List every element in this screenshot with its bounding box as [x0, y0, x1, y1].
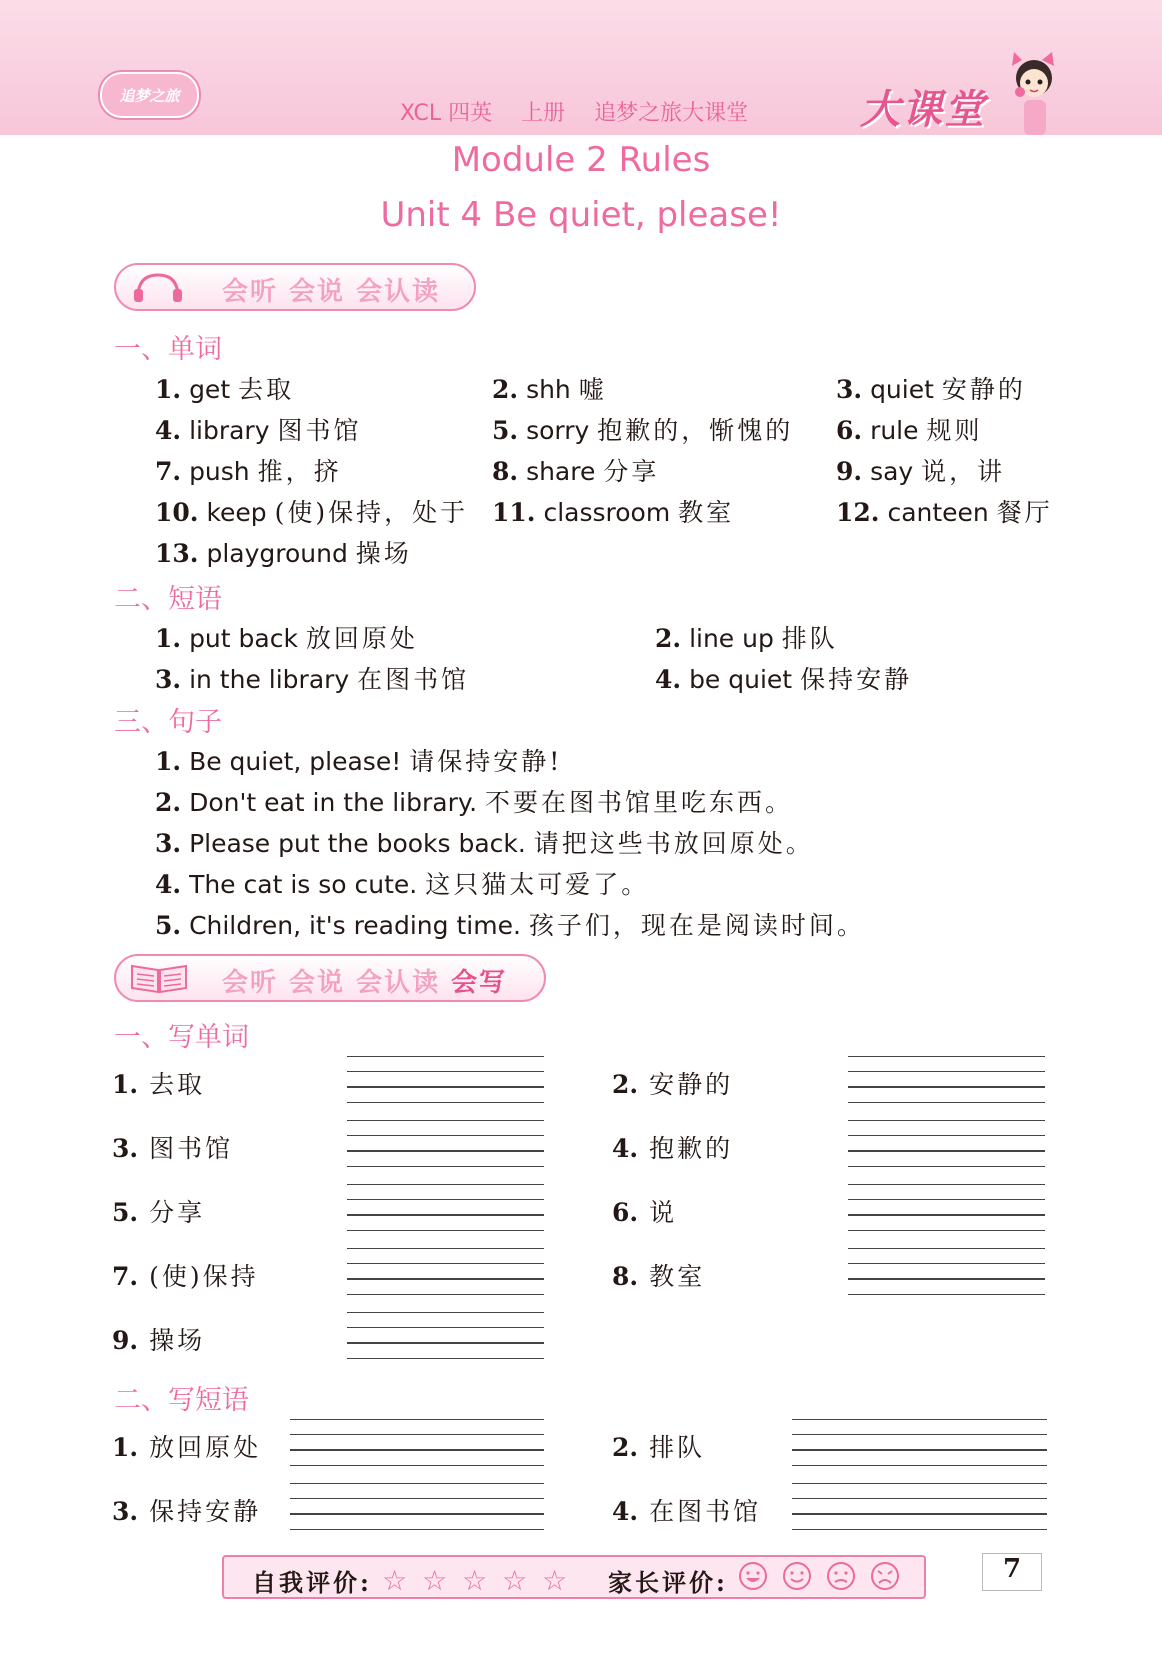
english-phrase: be quiet: [689, 665, 793, 694]
writing-lines[interactable]: [792, 1483, 1047, 1544]
writing-line: [290, 1434, 544, 1435]
item-number: 1.: [155, 747, 182, 776]
section-banner-write: [114, 954, 546, 1002]
writing-line: [848, 1056, 1045, 1057]
writing-lines[interactable]: [290, 1419, 544, 1480]
open-book-icon: [128, 960, 190, 994]
vocab-item: [492, 452, 659, 488]
phrase-item: [155, 619, 418, 655]
english-word: keep: [206, 498, 267, 527]
english-sentence: Don't eat in the library.: [189, 788, 478, 817]
item-number: 5.: [492, 416, 519, 445]
item-number: 3.: [112, 1497, 139, 1526]
vocab-item: [155, 452, 342, 488]
chinese-prompt: 分享: [149, 1198, 206, 1227]
writing-line: [347, 1263, 544, 1264]
english-word: push: [189, 457, 250, 486]
module-title: Module 2 Rules: [451, 140, 711, 180]
english-word: classroom: [543, 498, 671, 527]
banner-text-bold: 会写: [451, 968, 508, 998]
item-number: 1.: [155, 375, 182, 404]
vocab-item: [836, 493, 1053, 529]
chinese-meaning: 在图书馆: [357, 665, 470, 694]
writing-line: [347, 1150, 544, 1152]
unit-title: Unit 4 Be quiet, please!: [380, 195, 782, 235]
parent-eval-label: 家长评价:: [608, 1568, 728, 1597]
item-number: 2.: [612, 1433, 639, 1462]
chinese-meaning: 这只猫太可爱了。: [425, 870, 650, 899]
item-number: 11.: [492, 498, 536, 527]
write-word-prompt: [112, 1321, 205, 1357]
chinese-meaning: 说，讲: [921, 457, 1006, 486]
write-word-prompt: [612, 1193, 677, 1229]
sentence-item: [155, 906, 865, 942]
write-word-prompt: [112, 1193, 205, 1229]
writing-line: [347, 1342, 544, 1344]
write-word-prompt: [112, 1257, 259, 1293]
self-eval-label: 自我评价:: [252, 1568, 372, 1597]
logo-text: 追梦之旅: [119, 86, 180, 105]
item-number: 9.: [112, 1326, 139, 1355]
writing-lines[interactable]: [848, 1184, 1045, 1245]
item-number: 3.: [112, 1134, 139, 1163]
writing-line: [848, 1199, 1045, 1200]
writing-line: [347, 1120, 544, 1121]
star-icon[interactable]: ☆: [462, 1564, 488, 1597]
english-word: canteen: [887, 498, 989, 527]
item-number: 12.: [836, 498, 880, 527]
english-phrase: put back: [189, 624, 298, 653]
chinese-meaning: 排队: [781, 624, 838, 653]
writing-line: [290, 1449, 544, 1451]
section-title-sentences: 三、句子: [114, 707, 222, 738]
smile-face-icon[interactable]: [782, 1561, 812, 1591]
english-word: quiet: [870, 375, 934, 404]
writing-line: [792, 1483, 1047, 1484]
item-number: 10.: [155, 498, 199, 527]
writing-lines[interactable]: [290, 1483, 544, 1544]
banner-text: [222, 962, 507, 999]
writing-line: [792, 1529, 1047, 1530]
vocab-item: [492, 493, 734, 529]
vocab-item: [836, 411, 982, 447]
english-phrase: in the library: [189, 665, 350, 694]
writing-line: [848, 1230, 1045, 1231]
neutral-face-icon[interactable]: [826, 1561, 856, 1591]
item-number: 1.: [112, 1433, 139, 1462]
sentence-item: [155, 742, 562, 778]
item-number: 4.: [612, 1497, 639, 1526]
item-number: 6.: [612, 1198, 639, 1227]
english-word: library: [189, 416, 270, 445]
star-icon[interactable]: ☆: [382, 1564, 408, 1597]
write-word-prompt: [112, 1129, 233, 1165]
writing-line: [347, 1056, 544, 1057]
writing-line: [848, 1278, 1045, 1280]
sentence-item: [155, 824, 814, 860]
cartoon-girl-icon: [1008, 50, 1068, 135]
writing-line: [347, 1278, 544, 1280]
write-phrase-prompt: [612, 1428, 705, 1464]
item-number: 4.: [155, 416, 182, 445]
item-number: 7.: [155, 457, 182, 486]
writing-line: [290, 1483, 544, 1484]
section-title-write-words: 一、写单词: [114, 1022, 249, 1053]
phrase-item: [655, 619, 838, 655]
chinese-prompt: 保持安静: [149, 1497, 262, 1526]
item-number: 8.: [612, 1262, 639, 1291]
english-word: shh: [526, 375, 571, 404]
chinese-meaning: 请保持安静!: [409, 747, 563, 776]
write-phrase-prompt: [112, 1428, 261, 1464]
chinese-meaning: 嘘: [578, 375, 607, 404]
section-title-phrases: 二、短语: [114, 584, 222, 615]
writing-line: [848, 1263, 1045, 1264]
chinese-meaning: 请把这些书放回原处。: [533, 829, 814, 858]
english-word: sorry: [526, 416, 590, 445]
series-volume: 上册: [521, 101, 566, 126]
writing-line: [848, 1102, 1045, 1103]
writing-line: [347, 1214, 544, 1216]
sentence-item: [155, 865, 649, 901]
series-title: [400, 96, 770, 127]
chinese-prompt: 图书馆: [149, 1134, 234, 1163]
section-banner-listen: [114, 263, 476, 311]
english-word: share: [526, 457, 596, 486]
chinese-meaning: 图书馆: [277, 416, 362, 445]
writing-line: [792, 1498, 1047, 1499]
item-number: 4.: [612, 1134, 639, 1163]
evaluation-bar: [222, 1555, 926, 1599]
writing-line: [347, 1102, 544, 1103]
writing-line: [290, 1419, 544, 1420]
writing-line: [347, 1358, 544, 1359]
vocab-item: [836, 370, 1026, 406]
english-word: say: [870, 457, 914, 486]
writing-lines[interactable]: [347, 1312, 544, 1373]
item-number: 3.: [836, 375, 863, 404]
write-phrase-prompt: [112, 1492, 261, 1528]
item-number: 6.: [836, 416, 863, 445]
writing-line: [347, 1248, 544, 1249]
chinese-meaning: 餐厅: [996, 498, 1053, 527]
chinese-meaning: 分享: [603, 457, 660, 486]
writing-line: [347, 1086, 544, 1088]
page-header: [0, 0, 1162, 135]
vocab-item: [155, 370, 294, 406]
writing-lines[interactable]: [848, 1248, 1045, 1309]
happy-face-icon[interactable]: [738, 1561, 768, 1591]
series-grade: XCL 四英: [400, 101, 493, 126]
writing-lines[interactable]: [848, 1120, 1045, 1181]
item-number: 5.: [112, 1198, 139, 1227]
english-sentence: Be quiet, please!: [189, 747, 402, 776]
write-word-prompt: [612, 1065, 733, 1101]
writing-lines[interactable]: [347, 1248, 544, 1309]
item-number: 1.: [112, 1070, 139, 1099]
phrase-item: [655, 660, 912, 696]
chinese-prompt: 抱歉的: [649, 1134, 734, 1163]
writing-line: [848, 1135, 1045, 1136]
vocab-item: [155, 493, 468, 529]
writing-line: [848, 1248, 1045, 1249]
writing-line: [347, 1230, 544, 1231]
writing-line: [347, 1135, 544, 1136]
writing-line: [848, 1150, 1045, 1152]
writing-line: [347, 1294, 544, 1295]
series-name: 追梦之旅大课堂: [594, 101, 749, 126]
writing-line: [347, 1071, 544, 1072]
page-number: 7: [982, 1553, 1042, 1591]
chinese-meaning: 操场: [355, 539, 412, 568]
english-phrase: line up: [689, 624, 774, 653]
chinese-prompt: 说: [649, 1198, 678, 1227]
writing-line: [347, 1184, 544, 1185]
chinese-meaning: 推，挤: [257, 457, 342, 486]
star-icon[interactable]: ☆: [542, 1564, 568, 1597]
item-number: 5.: [155, 911, 182, 940]
item-number: 4.: [655, 665, 682, 694]
star-icon[interactable]: ☆: [502, 1564, 528, 1597]
star-icon[interactable]: ☆: [422, 1564, 448, 1597]
english-sentence: Children, it's reading time.: [189, 911, 521, 940]
chinese-meaning: 教室: [678, 498, 735, 527]
english-sentence: Please put the books back.: [189, 829, 526, 858]
vocab-item: [155, 534, 412, 570]
english-word: playground: [206, 539, 348, 568]
writing-lines[interactable]: [347, 1056, 544, 1117]
vocab-item: [836, 452, 1005, 488]
sentence-item: [155, 783, 793, 819]
item-number: 9.: [836, 457, 863, 486]
banner-text: 会听 会说 会认读: [222, 277, 441, 307]
item-number: 2.: [612, 1070, 639, 1099]
write-word-prompt: [612, 1129, 733, 1165]
item-number: 4.: [155, 870, 182, 899]
chinese-prompt: (使)保持: [149, 1262, 259, 1291]
phrase-item: [155, 660, 469, 696]
writing-line: [347, 1327, 544, 1328]
chinese-meaning: 去取: [238, 375, 295, 404]
chinese-prompt: 安静的: [649, 1070, 734, 1099]
write-word-prompt: [112, 1065, 205, 1101]
writing-line: [848, 1214, 1045, 1216]
chinese-meaning: 安静的: [941, 375, 1026, 404]
brand-title: 大课堂: [860, 87, 986, 133]
item-number: 7.: [112, 1262, 139, 1291]
writing-lines[interactable]: [347, 1184, 544, 1245]
chinese-meaning: 保持安静: [800, 665, 913, 694]
item-number: 2.: [655, 624, 682, 653]
chinese-meaning: 不要在图书馆里吃东西。: [485, 788, 794, 817]
writing-line: [290, 1513, 544, 1515]
writing-line: [290, 1529, 544, 1530]
chinese-meaning: 抱歉的，惭愧的: [597, 416, 794, 445]
write-word-prompt: [612, 1257, 705, 1293]
writing-line: [792, 1465, 1047, 1466]
chinese-prompt: 在图书馆: [649, 1497, 762, 1526]
section-title-write-phrases: 二、写短语: [114, 1385, 249, 1416]
chinese-meaning: 孩子们，现在是阅读时间。: [528, 911, 865, 940]
chinese-meaning: (使)保持，处于: [274, 498, 469, 527]
sad-face-icon[interactable]: [870, 1561, 900, 1591]
banner-text-prefix: 会听 会说 会认读: [222, 968, 441, 998]
chinese-prompt: 操场: [149, 1326, 206, 1355]
vocab-item: [155, 411, 361, 447]
english-word: rule: [870, 416, 919, 445]
writing-line: [290, 1498, 544, 1499]
vocab-item: [492, 411, 793, 447]
chinese-meaning: 放回原处: [305, 624, 418, 653]
item-number: 1.: [155, 624, 182, 653]
writing-line: [347, 1312, 544, 1313]
chinese-prompt: 放回原处: [149, 1433, 262, 1462]
writing-line: [290, 1465, 544, 1466]
chinese-prompt: 教室: [649, 1262, 706, 1291]
chinese-prompt: 排队: [649, 1433, 706, 1462]
writing-line: [347, 1199, 544, 1200]
writing-line: [848, 1166, 1045, 1167]
item-number: 13.: [155, 539, 199, 568]
writing-lines[interactable]: [848, 1056, 1045, 1117]
headphones-icon: [128, 269, 190, 303]
english-sentence: The cat is so cute.: [189, 870, 418, 899]
item-number: 3.: [155, 829, 182, 858]
item-number: 3.: [155, 665, 182, 694]
chinese-meaning: 规则: [926, 416, 983, 445]
vocab-item: [492, 370, 607, 406]
chinese-prompt: 去取: [149, 1070, 206, 1099]
writing-line: [792, 1434, 1047, 1435]
section-title-words: 一、单词: [114, 334, 222, 365]
writing-line: [848, 1184, 1045, 1185]
english-word: get: [189, 375, 231, 404]
writing-line: [347, 1166, 544, 1167]
writing-line: [848, 1071, 1045, 1072]
writing-lines[interactable]: [347, 1120, 544, 1181]
item-number: 2.: [492, 375, 519, 404]
writing-lines[interactable]: [792, 1419, 1047, 1480]
item-number: 2.: [155, 788, 182, 817]
write-phrase-prompt: [612, 1492, 761, 1528]
brand-logo: [100, 72, 199, 118]
writing-line: [848, 1294, 1045, 1295]
writing-line: [792, 1449, 1047, 1451]
writing-line: [792, 1513, 1047, 1515]
writing-line: [848, 1086, 1045, 1088]
writing-line: [848, 1120, 1045, 1121]
writing-line: [792, 1419, 1047, 1420]
item-number: 8.: [492, 457, 519, 486]
